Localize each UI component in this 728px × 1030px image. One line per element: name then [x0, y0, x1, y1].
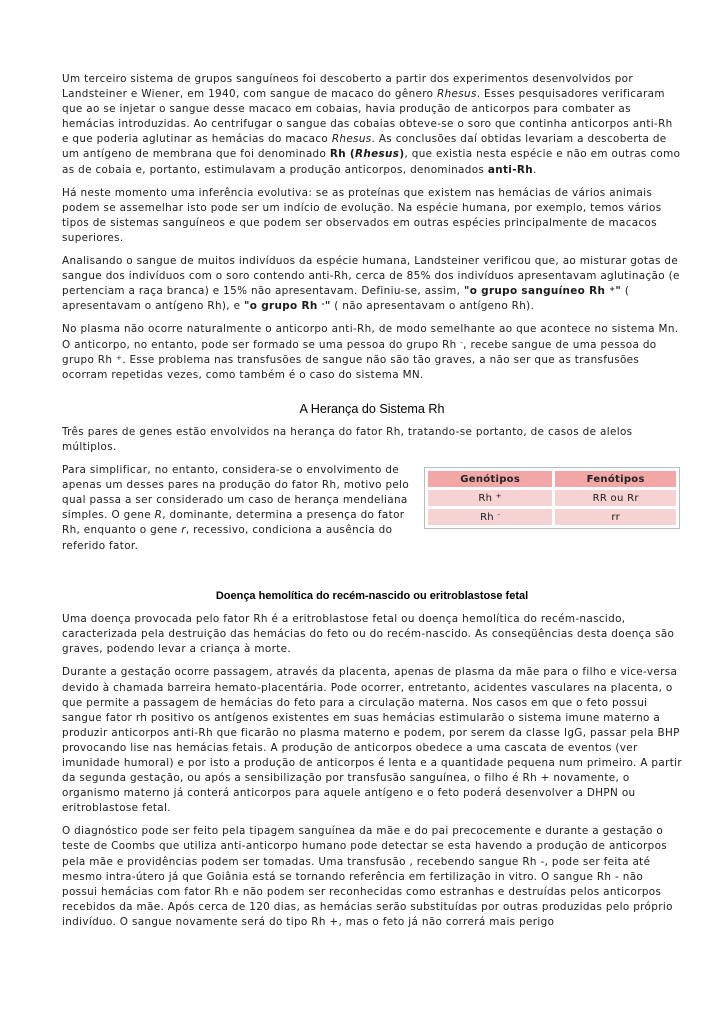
genotype-phenotype-table	[424, 467, 680, 529]
paragraph-mendelian: Para simplificar, no entanto, considera-se o envolvimento de apenas um desses pares na produção do fator Rh, motivo pelo qual passa a ser considerado um caso de herança mendeliana simples. O gene R, dominante, determina a presença do fator Rh, enquanto o gene r, recessivo, condiciona a ausência do referido fator.	[62, 464, 410, 552]
paragraph-diagnosis: O diagnóstico pode ser feito pela tipagem sanguínea da mãe e do pai precocemente e durante a gestação o teste de Coombs que utiliza anti-anticorpo humano pode detectar se esta havendo a produção de anticorpos pela mãe e providências podem ser tomadas. Uma transfusão , recebendo sangue Rh -, pode ser feita até mesmo intra-útero já que Goiânia está se tornando referência em fertilização in vitro. O sangue Rh - não possui hemácias com fator Rh e não podem ser reconhecidas como estranhas e destruídas pelos anticorpos recebidos da mãe. Após cerca de 120 dias, as hemácias serão substituídas por outras produzidas pelo próprio indivíduo. O sangue novamente será do tipo Rh +, mas o feto já não correrá mais perigo	[62, 825, 673, 928]
table-row	[428, 490, 676, 506]
genotype-cell: Rh +	[428, 490, 552, 506]
table-header-row	[428, 471, 676, 487]
paragraph-disease: Uma doença provocada pelo fator Rh é a eritroblastose fetal ou doença hemolítica do recém-nascido, caracterizada pela destruição das hemácias do feto ou do recém-nascido. As conseqüências desta doença são graves, podendo levar a criança à morte.	[62, 613, 675, 656]
table-row	[428, 509, 676, 525]
paragraph-gestation: Durante a gestação ocorre passagem, através da placenta, apenas de plasma da mãe para o filho e vice-versa devido à chamada barreira hemato-placentária. Pode ocorrer, entretanto, acidentes vasculares na placenta, o que permite a passagem de hemácias do feto para a circulação materna. Nos casos em que o feto possui sangue fator rh positivo os antígenos existentes em suas hemácias estimularão o sistema imune materno a produzir anticorpos anti-Rh que ficarão no plasma materno e podem, por serem da classe IgG, passar pela BHP provocando lise nas hemácias fetais. A produção de anticorpos obedece a uma cascata de eventos (ver imunidade humoral) e por isto a produção de anticorpos é lenta e a quantidade pequena num primeiro. A partir da segunda gestação, ou após a sensibilização por transfusão sanguínea, o filho é Rh + novamente, o organismo materno já conterá anticorpos para aquele antígeno e o feto poderá desenvolver a DHPN ou eritroblastose fetal.	[62, 666, 683, 815]
genotype-cell: Rh -	[428, 509, 552, 525]
header-genotipos: Genótipos	[428, 471, 552, 487]
document-page	[62, 72, 682, 938]
phenotype-cell: rr	[555, 509, 676, 525]
heading-doenca-hemolitica: Doença hemolítica do recém-nascido ou eritroblastose fetal	[215, 590, 529, 603]
phenotype-cell: RR ou Rr	[555, 490, 676, 506]
paragraph-plasma: No plasma não ocorre naturalmente o anticorpo anti-Rh, de modo semelhante ao que acontece no sistema Mn. O anticorpo, no entanto, pode ser formado se uma pessoa do grupo Rh -, recebe sangue de uma pessoa do grupo Rh +. Esse problema nas transfusões de sangue não são tão graves, a não ser que as transfusões ocorram repetidas vezes, como também é o caso do sistema MN.	[62, 323, 679, 381]
paragraph-genes: Três pares de genes estão envolvidos na herança do fator Rh, tratando-se portanto, de casos de alelos múltiplos.	[62, 425, 633, 453]
header-fenotipos: Fenótipos	[555, 471, 676, 487]
paragraph-discovery: Um terceiro sistema de grupos sanguíneos foi descoberto a partir dos experimentos desenvolvidos por Landsteiner e Wiener, em 1940, com sangue de macaco do gênero Rhesus. Esses pesquisadores verificaram que ao se injetar o sangue desse macaco em cobaias, havia produção de anticorpos para combater as hemácias introduzidas. Ao centrifugar o sangue das cobaias obteve-se o soro que continha anticorpos anti-Rh e que poderia aglutinar as hemácias do macaco Rhesus. As conclusões daí obtidas levariam a descoberta de um antígeno de membrana que foi denominado Rh (Rhesus), que existia nesta espécie e não em outras como as de cobaia e, portanto, estimulavam a produção anticorpos, denominados anti-Rh.	[62, 73, 681, 176]
paragraph-landsteiner: Analisando o sangue de muitos indivíduos da espécie humana, Landsteiner verificou que, ao misturar gotas de sangue dos indivíduos com o soro contendo anti-Rh, cerca de 85% dos indivíduos apresentavam aglutinação (e pertenciam a raça branca) e 15% não apresentavam. Definiu-se, assim, "o grupo sanguíneo Rh +" ( apresentavam o antígeno Rh), e "o grupo Rh -" ( não apresentavam o antígeno Rh).	[62, 255, 680, 313]
heading-heranca: A Herança do Sistema Rh	[299, 401, 445, 416]
inheritance-block	[62, 463, 682, 552]
paragraph-evolution: Há neste momento uma inferência evolutiva: se as proteínas que existem nas hemácias de vários animais podem se assemelhar isto pode ser um indício de evolução. Na espécie humana, por exemplo, temos vários tipos de sistemas sanguíneos e que podem ser observados em outras espécies principalmente de macacos superiores.	[62, 186, 662, 244]
